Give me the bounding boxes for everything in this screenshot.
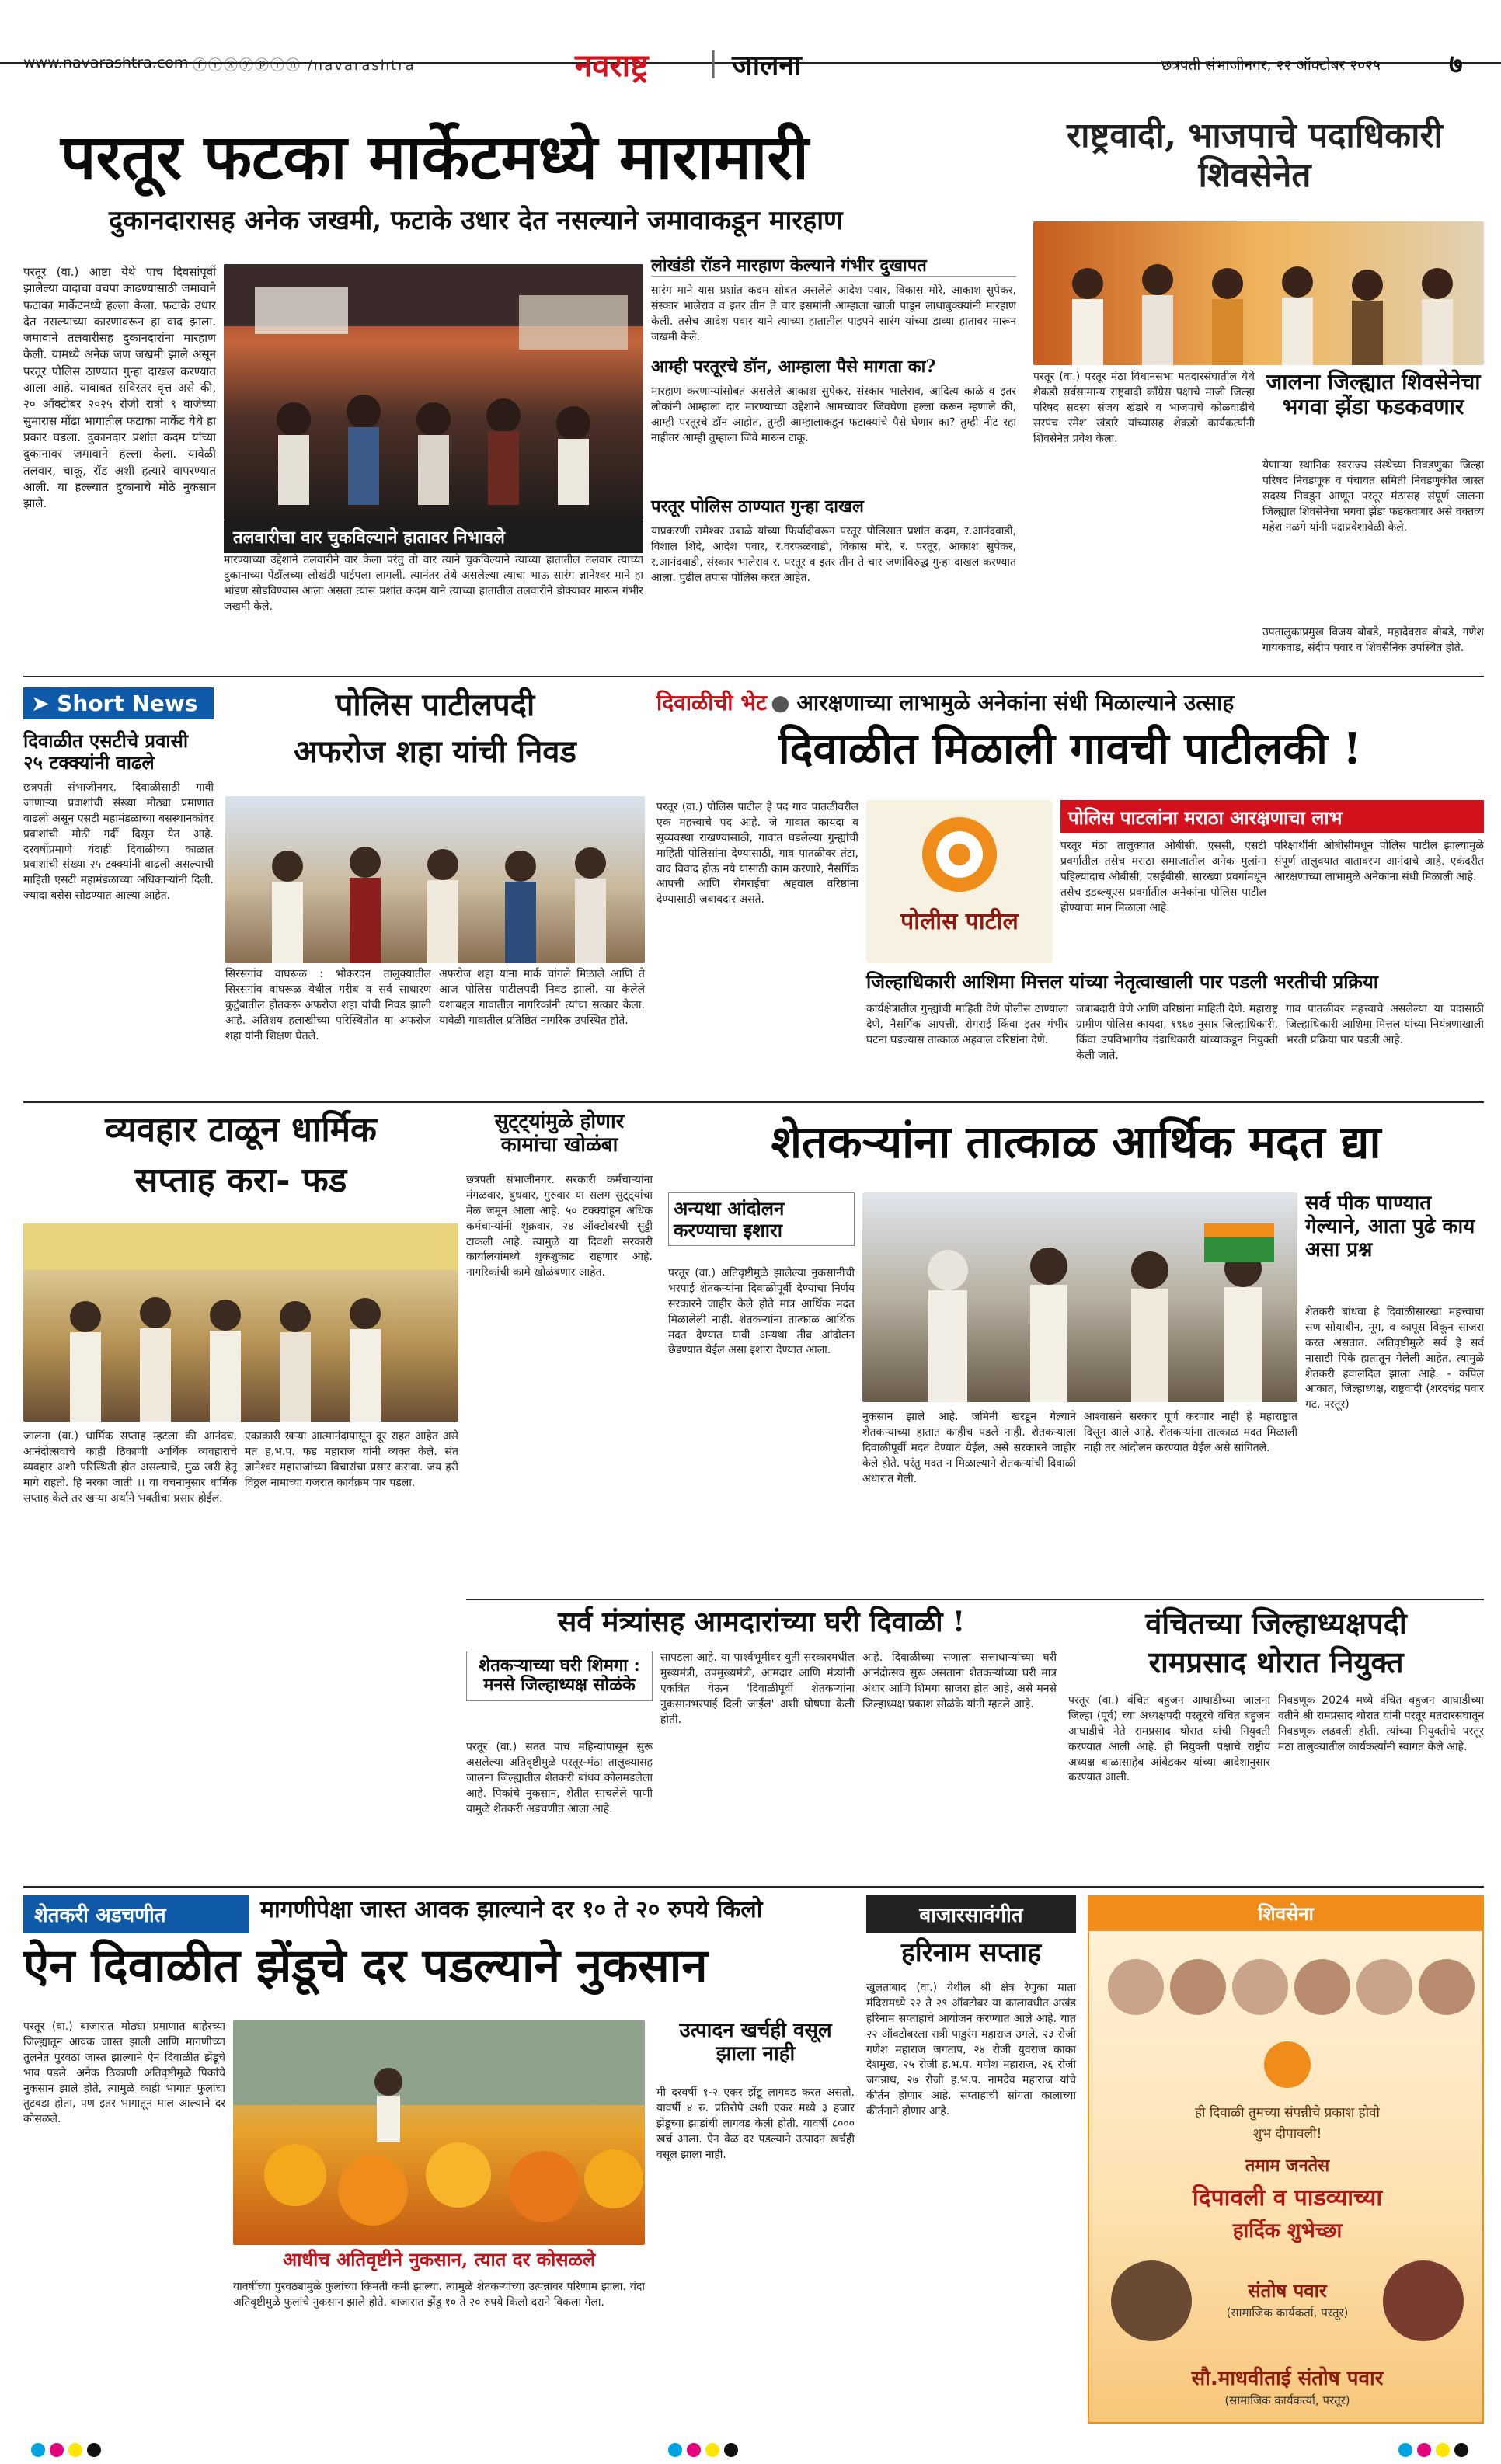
registration-marks <box>668 2443 743 2460</box>
diwali-gift-kicker: आरक्षणाच्या लाभामुळे अनेकांना संधी मिळाल्याने उत्साह <box>796 690 1235 715</box>
ad-quote-2: शुभ दीपावली! <box>1252 2126 1322 2142</box>
ad-title: दिपावली व पाडव्याच्या <box>1192 2184 1383 2212</box>
short-news-arrow-icon: ➤ <box>31 691 57 716</box>
market-section-headline: हरिनाम सप्ताह <box>900 1937 1042 1968</box>
short-news-label <box>23 687 214 719</box>
market-section-label: बाजारसावंगीत <box>866 1895 1076 1933</box>
saptah-headline-1: व्यवहार टाळून धार्मिक <box>105 1110 377 1150</box>
ad-name-2: सौ.माधवीताई संतोष पवार <box>1191 2367 1384 2390</box>
marigold-photo-caption: आधीच अतिवृष्टीने नुकसान, त्यात दर कोसळले <box>282 2248 596 2271</box>
diwali-gift-sub-body-2: जबाबदारी घेणे आणि वरिष्ठांना माहिती देणे. महाराष्ट्र ग्रामीण पोलिस कायदा, १९६७ नुसार जिल्हाधिकारी, किंवा उपविभागीय दंडाधिकारी यांच्याकडून नियुक्ती केली जाते. <box>1076 1003 1278 1062</box>
lead-photo-caption: तलवारीचा वार चुकविल्याने हातावर निभावले <box>224 520 643 553</box>
farmers-body-1: परतूर (वा.) अतिवृष्टीमुळे झालेल्या नुकसानीची भरपाई शेतकऱ्यांना दिवाळीपूर्वी देण्याचा निर्णय सरकारने जाहीर केले होते मात्र आर्थिक मदत मिळालेली नाही. शेतकऱ्यांना तात्काळ आर्थिक मदत देण्यात यावी अन्यथा तीव्र आंदोलन छेडण्यात येईल असा इशारा देण्यात आला. <box>668 1267 855 1357</box>
ministers-body-2: सापडला आहे. या पार्श्वभूमीवर युती सरकारमधील मुख्यमंत्री, उपमुख्यमंत्री, आमदार आणि मंत्र्यांनी एकत्रित येऊन 'दिवाळीपूर्वी शेतकऱ्यांना नुकसानभरपाई दिली जाईल' अशी घोषणा केली होती. <box>660 1651 855 1726</box>
marigold-market-illustration <box>233 2020 645 2245</box>
masthead-separator: | <box>709 47 719 78</box>
ncp-photo <box>1033 221 1484 365</box>
lead-side-head-1: लोखंडी रॉडने मारहाण केल्याने गंभीर दुखापत <box>651 256 1016 277</box>
dateline: छत्रपती संभाजीनगर, २२ ऑक्टोबर २०२५ <box>1161 57 1381 74</box>
registration-marks <box>1398 2443 1473 2460</box>
ad-heading: तमाम जनतेस <box>1245 2156 1330 2176</box>
divider <box>23 1886 1484 1888</box>
edition-city: जालना <box>732 50 802 82</box>
short-news-body: छत्रपती संभाजीनगर. दिवाळीसाठी गावी जाणाऱ्या प्रवाशांची संख्या मोठ्या प्रमाणात वाढली असून एसटी महामंडळाच्या बसस्थानकांवर प्रवाशांची मोठी गर्दी दिसून येत आहे. दरवर्षीप्रमाणे यंदाही दिवाळीच्या काळात प्रवाशांची संख्या २५ टक्क्यांनी वाढली असल्याची माहिती एसटी महामंडळाच्या अधिकाऱ्यांनी दिली. ज्यादा बसेस सोडण्यात आल्या आहेत. <box>23 781 214 903</box>
police-patil-emblem-icon <box>866 800 1053 901</box>
farmers-right-head: सर्व पीक पाण्यात गेल्याने, आता पुढे काय असा प्रश्न <box>1305 1192 1475 1262</box>
police-patil-body-right: अफरोज शहा यांना मार्क चांगले मिळाले आणि ते आज पोलिस पाटीलपदी निवड झाली. या केलेले यशाबद्दल गावातील नागरिकांनी त्यांचा सत्कार केला. यावेळी गावातील प्रतिष्ठित नागरिक उपस्थित होते. <box>439 968 645 1027</box>
farmers-body-3: आश्वासने सरकार पूर्ण करणार नाही हे महाराष्ट्रात दिसून आले आहे. शेतकऱ्यांना तात्काळ मदत मिळाली नाही तर आंदोलन करण्यात येईल असे सांगितले. <box>1084 1411 1297 1454</box>
farmers-right-body: शेतकरी बांधवा हे दिवाळीसारखा महत्त्वाचा सण सोयाबीन, मूग, व कापूस विकून साजरा करत असतात. अतिवृष्टीमुळे सर्व हे सर्व नासाडी पिके हातातून गेलेली आहेत. त्यामुळे शेतकरी हवालदिल झाला आहे. - कपिल आकात, जिल्हाध्यक्ष, राष्ट्रवादी (शरदचंद्र पवार गट, परतूर) <box>1305 1306 1484 1411</box>
ncp-box-body: येणाऱ्या स्थानिक स्वराज्य संस्थेच्या निवडणुका जिल्हा परिषद निवडणूक व पंचायत समिती निवडणुकीत जास्त सदस्य निवडून आणून परतूर मंठासह संपूर्ण जालना जिल्ह्यात शिवसेनेचा भगवा झेंडा फडकवणार असे वक्तव्य महेश नळगे यांनी पक्षप्रवेशावेळी केले. <box>1262 459 1484 534</box>
brand-logo: नवराष्ट्र <box>575 48 649 84</box>
short-news-label-text: Short News <box>57 691 198 716</box>
social-handle: /navarashtra <box>307 57 416 74</box>
diwali-gift-box-head: पोलिस पाटलांना मराठा आरक्षणाचा लाभ <box>1060 800 1484 833</box>
page-number: ७ <box>1449 49 1463 80</box>
diwali-ad <box>1088 1895 1484 2424</box>
farm-trouble-kicker: मागणीपेक्षा जास्त आवक झाल्याने दर १० ते २० रुपये किलो <box>260 1896 763 1923</box>
social-icons: ⓕⓘⓧⓨⓟⓘⓝ <box>193 57 301 74</box>
farm-trouble-box-head: उत्पादन खर्चही वसूल झाला नाही <box>679 2019 832 2066</box>
lead-subhead: दुकानदारासह अनेक जखमी, फटाके उधार देत नसल्याने जमावाकडून मारहाण <box>109 205 843 236</box>
vanchit-body-2: निवडणूक 2024 मध्ये वंचित बहुजन आघाडीच्या वतीने श्री रामप्रसाद थोरात यांनी परतूर मतदारसंघातून निवडणूक लढवली होती. त्यांच्या नियुक्तीचे परतूर मंठा तालुक्यातील कार्यकर्त्यांनी स्वागत केले आहे. <box>1278 1694 1484 1753</box>
diwali-gift-box-body-2: परिक्षार्थींनी ओबीसीमधून पोलिस पाटील झाल्यामुळे संपूर्ण तालुक्यात वातावरण आनंदाचे आहे. एकंदरीत आरक्षणाच्या लाभामुळे अनेकांना संधी मिळाली आहे. <box>1274 840 1484 883</box>
ad-name-1-title: (सामाजिक कार्यकर्ता, परतूर) <box>1226 2306 1349 2320</box>
diwali-gift-kicker-row <box>656 687 1484 719</box>
crowd-illustration <box>224 264 643 520</box>
holiday-headline: सुट्ट्यांमुळे होणार कामांचा खोळंबा <box>494 1110 625 1157</box>
short-news-headline: दिवाळीत एसटीचे प्रवासी २५ टक्क्यांनी वाढले <box>23 729 189 774</box>
saptah-body-2: एकाकारी खऱ्या आत्मानंदापासून दूर राहत आहेत असे मत ह.भ.प. फड महाराज यांनी व्यक्त केले. संत ज्ञानेश्वर महाराजांच्या विचारांचा प्रसार करावा. जय हरी विठ्ठल नामाच्या गजरात कार्यक्रम पार पडला. <box>245 1430 458 1489</box>
ad-party-banner: शिवसेना <box>1089 1897 1482 1931</box>
site-url[interactable]: www.navarashtra.com <box>23 54 189 71</box>
market-section-body: खुलताबाद (वा.) येथील श्री क्षेत्र रेणुका माता मंदिरामध्ये २२ ते २९ ऑक्टोबर या कालावधीत अखंड हरिनाम सप्ताहाचे आयोजन करण्यात आले आहे. यात २२ ऑक्टोबरला रात्री पाडुरंग महाराज उगले, २३ रोजी गणेश महाराज जगताप, २४ रोजी युवराज काका देशमुख, २५ रोजी ह.भ.प. गणेश महाराज, २६ रोजी जगन्नाथ, २७ रोजी ह.भ.प. नामदेव महाराज यांचे कीर्तन होणार आहे. सप्ताहाची सांगता कालाच्या कीर्तनाने होणार आहे. <box>866 1982 1076 2118</box>
diwali-gift-sub-body-1: कार्यक्षेत्रातील गुन्ह्यांची माहिती देणे पोलीस ठाण्याला देणे, नैसर्गिक आपत्ती, रोगराई किंवा इतर गंभीर घटना घडल्यास तात्काळ अहवाल वरिष्ठांना देणे. <box>866 1003 1068 1046</box>
lead-side-body-3: याप्रकरणी रामेश्वर उबाळे यांच्या फिर्यादीवरून परतूर पोलिसात प्रशांत कदम, र.आनंदवाडी, विशाल शिंदे, आदेश पवार, र.वरफळवाडी, विकास मोरे, र. परतूर, आकाश सुपेकर, र.आनंदवाडी, संस्कार भालेराव र. परतूर व इतर तीन ते चार जणांविरुद्ध गुन्हा दाखल करण्यात आला. पुढील तपास पोलिस करत आहेत. <box>651 525 1016 584</box>
ministers-body-3: आहे. दिवाळीच्या सणाला सत्ताधाऱ्यांच्या घरी आनंदोत्सव सुरू असताना शेतकऱ्यांच्या घरी मात्र अंधार आणि शिमगा साजरा होत आहे, असे मनसे जिल्हाध्यक्ष प्रकाश सोळंके यांनी म्हटले आहे. <box>862 1651 1057 1711</box>
gathering-illustration <box>23 1223 458 1422</box>
leaders-strip-illustration <box>1097 1940 1478 2096</box>
ministers-box-head: शेतकऱ्याच्या घरी शिमगा : मनसे जिल्हाध्यक्ष सोळंके <box>466 1651 653 1701</box>
felicitation-illustration <box>225 796 645 963</box>
lead-photo <box>224 264 643 520</box>
diwali-gift-sub-body-3: गाव पातळीवर महत्त्वाचे असलेल्या या पदासाठी जिल्हाधिकारी आशिमा मित्तल यांच्या नियंत्रणाखाली भरती प्रक्रिया पार पडली आहे. <box>1286 1003 1484 1046</box>
divider <box>466 1599 1484 1600</box>
police-patil-headline-1: पोलिस पाटीलपदी <box>335 687 535 723</box>
divider <box>23 1101 1484 1103</box>
ncp-body: परतूर (वा.) परतूर मंठा विधानसभा मतदारसंघातील येथे शेकडो सर्वसामान्य राष्ट्रवादी काँग्रेस पक्षाचे माजी जिल्हा परिषद सदस्य संजय खंडारे व भाजपाचे कोळवाडीचे सरपंच रमेश खंडारे यांच्यासह शेकडो कार्यकर्त्यांनी शिवसेनेत प्रवेश केला. <box>1033 371 1255 445</box>
police-patil-logo-text: पोलीस पाटील <box>900 908 1019 935</box>
farmers-body-2: नुकसान झाले आहे. जमिनी खरडून गेल्याने शेतकऱ्याच्या हातात काहीच पडले नाही. शेतकऱ्याला दिवाळीपूर्वी मदत देण्यात येईल, असे सरकारने जाहीर केले होते. परंतु मदत न मिळाल्याने शेतकऱ्यांची दिवाळी अंधारात गेली. <box>862 1411 1076 1485</box>
ad-subtitle: हार्दिक शुभेच्छा <box>1232 2219 1343 2243</box>
diwali-gift-sub-head: जिल्हाधिकारी आशिमा मित्तल यांच्या नेतृत्वाखाली पार पडली भरतीची प्रक्रिया <box>866 970 1379 993</box>
divider <box>23 676 1484 677</box>
police-patil-headline-2: अफरोज शहा यांची निवड <box>294 733 576 770</box>
lead-headline: परतूर फटका मार्केटमध्ये मारामारी <box>61 120 809 193</box>
saptah-photo <box>23 1223 458 1422</box>
lead-side-body-2: मारहाण करणाऱ्यांसोबत असलेले आकाश सुपेकर, संस्कार भालेराव, आदित्य काळे व इतर लोकांनी आम्हाला दार मारण्याच्या उद्देशाने आमच्यावर जिवघेणा हल्ला करून म्हणाले की, आम्ही परतूरचे डॉन आहोत, तुम्ही आम्हालाकडून फटाक्यांचे पैसे घेणार का? तुम्ही नीट रहा नाहीतर आम्ही तुम्हाला जिवे मारून टाकू. <box>651 385 1016 444</box>
farm-trouble-headline: ऐन दिवाळीत झेंडूचे दर पडल्याने नुकसान <box>23 1939 708 1993</box>
lead-side-body-1: सारंग माने यास प्रशांत कदम सोबत असलेले आदेश पवार, विकास मोरे, आकाश सुपेकर, संस्कार भालेराव व इतर तीन ते चार इसमांनी आम्हाला खाली पाडून लाथाबुक्क्यांनी मारहाण केली. तसेच आदेश पवार याने त्याच्या हातातील पाइपने सारंग यांच्या डाव्या हातावर मारून जखमी केले. <box>651 284 1016 343</box>
farm-trouble-label: शेतकरी अडचणीत <box>23 1895 249 1933</box>
farmers-photo <box>862 1192 1297 1402</box>
social-icons-row <box>193 54 416 75</box>
saptah-body-1: जालना (वा.) धार्मिक सप्ताह म्हटला की आनंदच, आनंदोत्सवाचे काही ठिकाणी आर्थिक व्यवहाराचे व्यवहार अशी परिस्थिती होत असल्याचे, मुळ खरी हेतू मागे राहतो. हि नरका जाती ।। या वचनानुसार धार्मिक सप्ताह केले तर खऱ्या अर्थाने भक्तीचा प्रसार होईल. <box>23 1430 237 1505</box>
farm-trouble-box-body: मी दरवर्षी १-२ एकर झेंडू लागवड करत असतो. यावर्षी ४ रु. प्रतिरोपे अशी एकर मध्ये ३ हजार झेंडूच्या झाडांची लागवड केली होती. यावर्षी ८००० खर्च आला. ऐन वेळ दर पडल्याने उत्पादन खर्चही वसूल झाला नाही. <box>656 2086 855 2161</box>
protest-illustration <box>862 1192 1297 1402</box>
ad-name-1: संतोष पवार <box>1248 2280 1327 2302</box>
marigold-photo <box>233 2020 645 2245</box>
holiday-body: छत्रपती संभाजीनगर. सरकारी कर्मचाऱ्यांना मंगळवार, बुधवार, गुरुवार या सलग सुट्ट्यांचा मेळ जमून आला आहे. ५० टक्क्यांहून अधिक कर्मचाऱ्यांनी शुक्रवार, २४ ऑक्टोबरची सुट्टी टाकली आहे. त्यामुळे या दिवशी सरकारी कार्यालयांमध्ये शुकशुकाट राहणार आहे. नागरिकांची कामे खोळंबणार आहेत. <box>466 1174 653 1279</box>
lead-side-head-3: परतूर पोलिस ठाण्यात गुन्हा दाखल <box>651 496 864 517</box>
masthead <box>0 0 1501 84</box>
lead-side-head-2: आम्ही परतूरचे डॉन, आम्हाला पैसे मागता का? <box>651 357 936 377</box>
lead-body-text: परतूर (वा.) आष्टा येथे पाच दिवसांपूर्वी झालेल्या वादाचा वचपा काढण्यासाठी जमावाने फटाका मार्केटमध्ये हल्ला केला. फटाके उधार देत नसल्याच्या कारणावरून हा वाद झाला. जमावाने तलवारीसह दुकानदारांना मारहाण केली. यामध्ये अनेक जण जखमी झाले असून परतूर पोलिस ठाण्यात गुन्हा दाखल करण्यात आला आहे. याबाबत सविस्तर वृत्त असे की, २० ऑक्टोबर २०२५ रोजी रात्री ९ वाजेच्या सुमारास मोंढा भागातील फटाका मार्केट येथे हा प्रकार घडला. दुकानदार प्रशांत कदम यांच्या दुकानावर जमावाने हल्ला केला. यावेळी तलवार, चाकू, रॉड अशी हत्यारे वापरण्यात आली. या हल्ल्यात दुकानाचे मोठे नुकसान झाले. <box>23 265 216 511</box>
lead-body <box>23 264 216 668</box>
farmers-headline: शेतकऱ्यांना तात्काळ आर्थिक मदत द्या <box>771 1115 1381 1168</box>
lead-caption-body: मारण्याच्या उद्देशाने तलवारीने वार केला परंतु तो वार त्याने चुकविल्याने त्याच्या हातातील तलवार त्याच्या दुकानाच्या पेंडॉलच्या लोखंडी पाईपला लागली. त्यानंतर तेथे असलेल्या त्याचा भाऊ सारंग ज्ञानेश्वर माने हा भांडण सोडविण्यास आला असता त्यास प्रशांत कदम याने त्याच्या हातातील तलवारीने डोक्यावर मारून गंभीर जखमी केले. <box>224 554 643 613</box>
police-patil-logo <box>866 800 1053 963</box>
diwali-gift-box-body-1: परतूर मंठा तालुक्यात ओबीसी, एससी, एसटी प्रवर्गातील तसेच मराठा समाजातील अनेक मुलांना पहिल्यांदाच ओबीसी, एसईबीसी, सारख्या प्रवर्गामधून तसेच इडब्ल्यूएस प्रवर्गातील अनेकांना पोलिस पाटील होण्याचा मान मिळाला आहे. <box>1060 840 1266 914</box>
registration-marks <box>31 2443 106 2460</box>
vanchit-headline-1: वंचितच्या जिल्हाध्यक्षपदी <box>1145 1606 1407 1641</box>
diwali-gift-body: परतूर (वा.) पोलिस पाटील हे पद गाव पातळीवरील एक महत्त्वाचे पद आहे. जे गावात कायदा व सुव्यवस्था राखण्यासाठी, गावात घडलेल्या गुन्ह्यांची माहिती पोलिसांना देण्यासाठी, गाव पातळीवर तंटा, वाद विवाद होऊ नये यासाठी काम करणारे, नैसर्गिक आपत्ती आणि रोगराईचा अहवाल वरिष्ठांना देण्यासाठी जबाबदार असते. <box>656 801 858 907</box>
ad-quote-1: ही दिवाळी तुमच्या संपन्नीचे प्रकाश होवो <box>1195 2105 1380 2121</box>
ministers-body-1: परतूर (वा.) सतत पाच महिन्यांपासून सुरू असलेल्या अतिवृष्टीमुळे परतूर-मंठा तालुक्यासह जालना जिल्ह्यातील शेतकरी बांधव कोलमडलेला आहे. पिकांचे नुकसान, शेतीत साचलेले पाणी यामुळे शेतकरी अडचणीत आला आहे. <box>466 1741 653 1815</box>
vanchit-body-1: परतूर (वा.) वंचित बहुजन आघाडीच्या जालना जिल्हा (पूर्व) च्या अध्यक्षपदी परतूरचे वंचित बहुजन आघाडीचे नेते रामप्रसाद थोरात यांची नियुक्ती करण्यात आली आहे. ही नियुक्ती पक्षाचे राष्ट्रीय अध्यक्ष बाळासाहेब आंबेडकर यांच्या आदेशानुसार करण्यात आली. <box>1068 1694 1270 1784</box>
bullet-dot-icon: ● <box>771 690 797 715</box>
police-patil-body-left: सिरसगांव वाघरूळ : भोकरदन तालुक्यातील सिरसगांव वाघरूळ येथील गरीब व सर्व साधारण कुटुंबातील होतकरू अफरोज शहा यांची निवड झाली आहे. अतिशय हलाखीच्या परिस्थितीत या अफरोज शहा यांनी शिक्षण घेतले. <box>225 968 431 1042</box>
farm-trouble-body: परतूर (वा.) बाजारात मोठ्या प्रमाणात बाहेरच्या जिल्ह्यातून आवक जास्त झाली आणि मागणीच्या तुलनेत पुरवठा जास्त झाल्याने ऐन दिवाळीत झेंडूचे भाव पडले. अनेक ठिकाणी अतिवृष्टीमुळे पिकांचे नुकसान झाले होते, त्यामुळे काही भागात फुलांचा तुटवडा होता, पण इतर भागातून माल आल्याने दर कोसळले. <box>23 2020 225 2126</box>
ad-name-2-title: (सामाजिक कार्यकर्त्या, परतूर) <box>1224 2393 1350 2407</box>
diwali-gift-headline: दिवाळीत मिळाली गावची पाटीलकी ! <box>778 723 1362 774</box>
ncp-headline: राष्ट्रवादी, भाजपाचे पदाधिकारी शिवसेनेत <box>1067 116 1443 195</box>
ministers-headline: सर्व मंत्र्यांसह आमदारांच्या घरी दिवाळी ! <box>558 1606 965 1638</box>
saptah-headline-2: सप्ताह करा- फड <box>134 1161 347 1200</box>
vanchit-headline-2: रामप्रसाद थोरात नियुक्त <box>1148 1644 1404 1679</box>
police-patil-photo <box>225 796 645 963</box>
group-photo-illustration <box>1033 221 1484 365</box>
diwali-gift-label: दिवाळीची भेट <box>656 690 768 715</box>
marigold-caption-body: यावर्षीच्या पुरवठ्यामुळे फुलांच्या किमती कमी झाल्या. त्यामुळे शेतकऱ्यांच्या उत्पन्नावर परिणाम झाला. यंदा अतिवृष्टीमुळे फुलांचे नुकसान झाले होते. बाजारात झेंडू १० ते २० रुपये किलो दराने विकला गेला. <box>233 2281 645 2309</box>
ncp-box-headline: जालना जिल्ह्यात शिवसेनेचा भगवा झेंडा फडकवणार <box>1266 369 1481 420</box>
farmers-box-head: अन्यथा आंदोलन करण्याचा इशारा <box>668 1192 855 1246</box>
ncp-footer: उपतालुकाप्रमुख विजय बोबडे, महादेवराव बोबडे, गणेश गायकवाड, संदीप पवार व शिवसैनिक उपस्थित होते. <box>1262 626 1484 654</box>
